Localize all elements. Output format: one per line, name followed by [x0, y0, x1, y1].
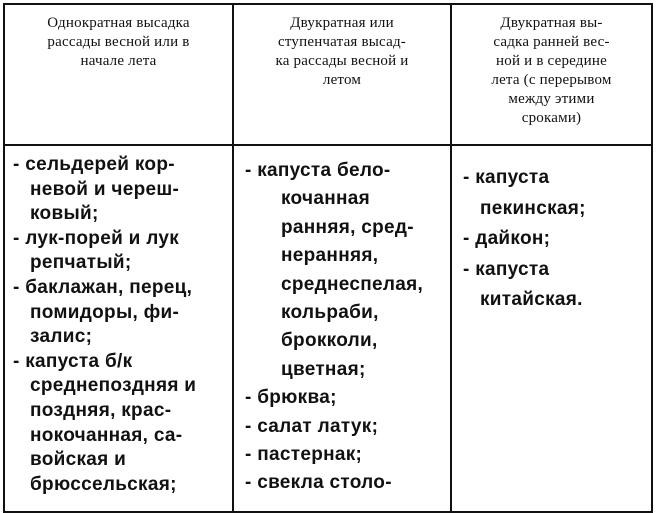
list-item-continued: войская и: [30, 449, 127, 471]
list-item-continued: кольраби,: [281, 302, 379, 324]
list-item-continued: цветная;: [281, 358, 366, 380]
header-line: ной и в середине: [496, 53, 607, 69]
list-item-continued: пекинская;: [480, 197, 586, 219]
header-line: ступенчатая высад-: [278, 34, 406, 50]
header-line: летом: [322, 72, 362, 88]
list-item-continued: залис;: [30, 326, 93, 348]
list-item-continued: брюссельская;: [30, 473, 177, 495]
list-item-continued: среднеспелая,: [281, 273, 424, 295]
list-item: - брюква;: [245, 387, 337, 409]
header-line: между этими: [508, 91, 595, 107]
list-item-continued: ранняя, сред-: [281, 216, 414, 238]
header-line: Двукратная вы-: [500, 15, 603, 31]
list-item-continued: помидоры, фи-: [30, 301, 180, 323]
list-item: - пастернак;: [245, 444, 363, 466]
list-item-continued: неранняя,: [281, 245, 379, 267]
header-single-planting: [5, 14, 232, 71]
header-line: лета (с перерывом: [491, 72, 612, 88]
list-item-continued: брокколи,: [281, 330, 378, 352]
list-item: - свекла столо-: [245, 472, 392, 494]
header-line: ка рассады весной и: [275, 53, 409, 69]
header-line: рассады весной или в: [47, 34, 190, 50]
list-item: - капуста: [463, 167, 550, 188]
column-double-early-mid-list: [463, 163, 586, 316]
list-item-continued: невой и череш-: [30, 178, 180, 200]
header-double-early-mid: [452, 14, 651, 128]
list-item: - баклажан, перец,: [13, 276, 193, 298]
list-item-continued: репчатый;: [30, 252, 132, 274]
header-line: сроками): [521, 110, 582, 126]
list-item-continued: нокочанная, са-: [30, 424, 183, 446]
list-item: - сельдерей кор-: [13, 154, 175, 175]
list-item: - капуста бело-: [245, 160, 391, 181]
list-item: - капуста б/к: [13, 350, 133, 372]
list-item-continued: кочанная: [281, 188, 370, 210]
header-double-planting: [234, 14, 450, 90]
list-item: - капуста: [463, 258, 550, 280]
header-line: садка ранней вес-: [493, 34, 610, 50]
list-item: - лук-порей и лук: [13, 227, 179, 249]
crop-planting-table: [3, 3, 653, 513]
list-item: - салат латук;: [245, 415, 379, 437]
column-double-planting-list: [245, 157, 423, 498]
list-item-continued: среднепоздняя и: [30, 375, 197, 397]
header-line: Двукратная или: [290, 15, 394, 31]
list-item-continued: ковый;: [30, 203, 99, 225]
header-divider: [5, 144, 651, 146]
list-item: - дайкон;: [463, 228, 551, 249]
header-line: начале лета: [80, 53, 157, 69]
header-line: Однократная высадка: [47, 15, 190, 31]
column-single-planting-list: [13, 153, 196, 497]
list-item-continued: китайская.: [480, 289, 583, 310]
list-item-continued: поздняя, крас-: [30, 399, 172, 421]
